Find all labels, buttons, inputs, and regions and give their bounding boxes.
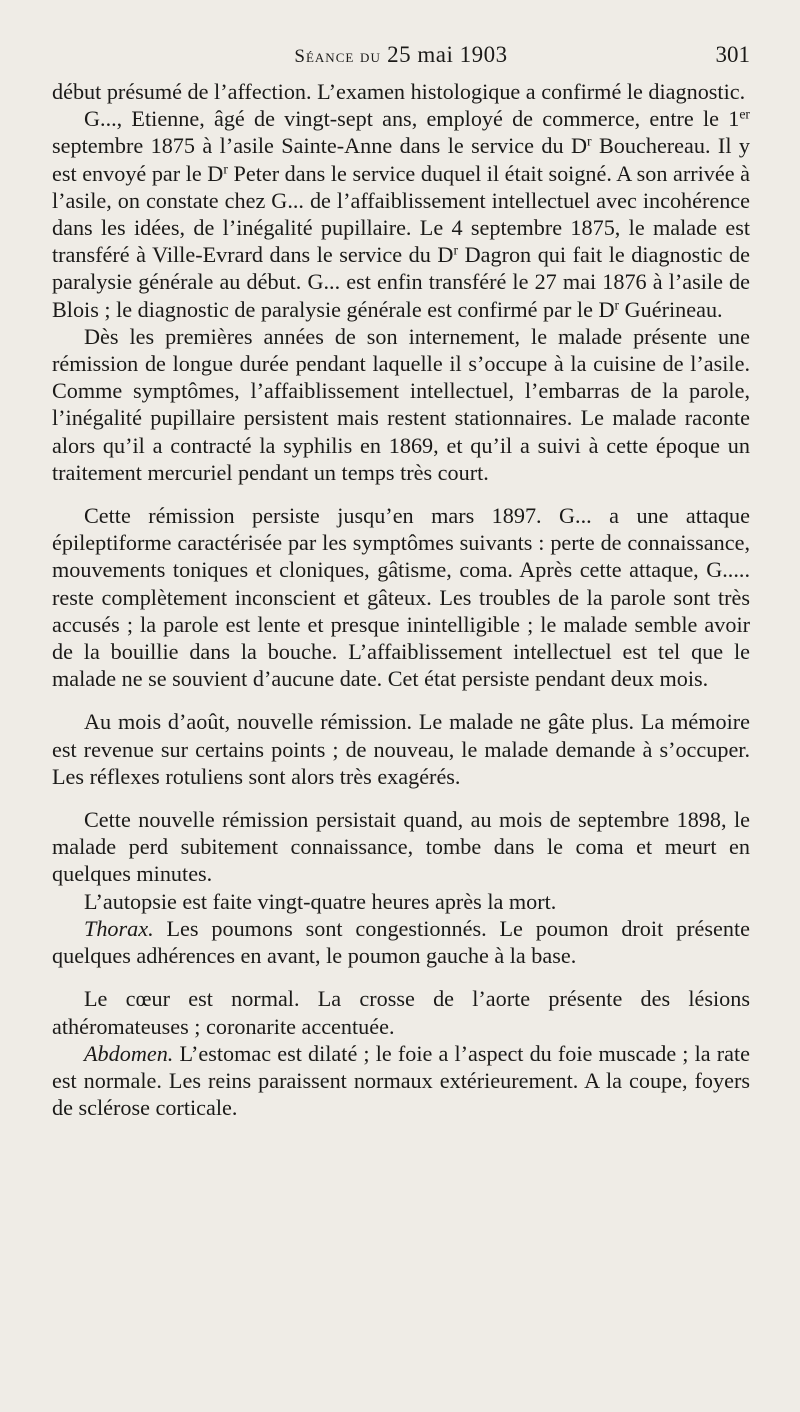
- text-run: G..., Etienne, âgé de vingt-sept ans, employé de commerce, entre le 1: [84, 106, 740, 132]
- superscript: r: [223, 161, 228, 177]
- text-run: Cette rémission persiste jusqu’en mars 1897. G... a une attaque épileptiforme caractérisée par les symptômes suivants : perte de connaissance, mouvements toniques et cloniques, gâtisme, coma. Après cette attaque, G..... reste complètement inconscient et gâteux. Les troubles de la parole sont très accusés ; la parole est lente et presque inintelligible ; le malade semble avoir de la bouillie dans la bouche. L’affaiblissement intellectuel est tel que le malade ne se souvient d’aucune date. Cet état persiste pendant deux mois.: [52, 503, 750, 692]
- text-run: Dagron qui fait le diagnostic de paralysie générale au début. G... est enfin transféré le 27 mai 1876 à l’asile de Blois ; le diagnostic de paralysie générale est confirmé par le D: [52, 242, 750, 322]
- body-text: [52, 78, 750, 1121]
- paragraph: [52, 985, 750, 1039]
- text-run: Cette nouvelle rémission persistait quand, au mois de septembre 1898, le malade perd subitement connaissance, tombe dans le coma et meurt en quelques minutes.: [52, 807, 750, 887]
- running-head: [52, 40, 750, 72]
- superscript: er: [739, 106, 750, 122]
- paragraph: [52, 915, 750, 969]
- italic-heading: Abdomen.: [84, 1040, 174, 1066]
- superscript: r: [587, 133, 592, 149]
- text-run: Bouchereau. Il y est envoyé par le D: [52, 133, 750, 186]
- running-title: [52, 42, 750, 68]
- text-run: Au mois d’août, nouvelle rémission. Le malade ne gâte plus. La mémoire est revenue sur certains points ; de nouveau, le malade demande à s’occuper. Les réflexes rotuliens sont alors très exagérés.: [52, 709, 750, 789]
- text-run: Guérineau.: [619, 296, 723, 322]
- paragraph: [52, 78, 750, 105]
- paragraph: [52, 806, 750, 888]
- superscript: r: [453, 242, 459, 258]
- page-number: 301: [715, 42, 750, 67]
- paragraph: [52, 888, 750, 915]
- paragraph: [52, 502, 750, 692]
- running-title-prefix: Séance du: [294, 46, 381, 67]
- text-run: Les poumons sont congestionnés. Le poumon droit présente quelques adhérences en avant, le poumon gauche à la base.: [52, 915, 750, 969]
- paragraph: [52, 1040, 750, 1122]
- paragraph: [52, 323, 750, 486]
- superscript: r: [614, 297, 620, 313]
- text-run: L’autopsie est faite vingt-quatre heures après la mort.: [84, 888, 557, 914]
- paragraph: [52, 105, 750, 323]
- paragraph: [52, 708, 750, 790]
- running-title-date: 25 mai 1903: [387, 42, 508, 67]
- italic-heading: Thorax.: [84, 915, 154, 941]
- text-run: Le cœur est normal. La crosse de l’aorte présente des lésions athéromateuses ; coronarite accentuée.: [52, 986, 750, 1039]
- text-run: L’estomac est dilaté ; le foie a l’aspect du foie muscade ; la rate est normale. Les reins paraissent normaux extérieurement. A la coupe, foyers de sclérose corticale.: [52, 1040, 750, 1121]
- text-run: Peter dans le service duquel il était soigné. A son arrivée à l’asile, on constate chez G... de l’affaiblissement intellectuel avec incohérence dans les idées, de l’inégalité pupillaire. Le 4 septembre 1875, le malade est transféré à Ville-Evrard dans le service du D: [52, 160, 750, 268]
- text-run: septembre 1875 à l’asile Sainte-Anne dans le service du D: [52, 133, 587, 159]
- text-run: Dès les premières années de son internement, le malade présente une rémission de longue durée pendant laquelle il s’occupe à la cuisine de l’asile. Comme symptômes, l’affaiblissement intellectuel, l’embarras de la parole, l’inégalité pupillaire persistent mais restent stationnaires. Le malade raconte alors qu’il a contracté la syphilis en 1869, et qu’il a suivi à cette époque un traitement mercuriel pendant un temps très court.: [52, 323, 750, 485]
- text-run: début présumé de l’affection. L’examen histologique a confirmé le diagnostic.: [52, 79, 746, 104]
